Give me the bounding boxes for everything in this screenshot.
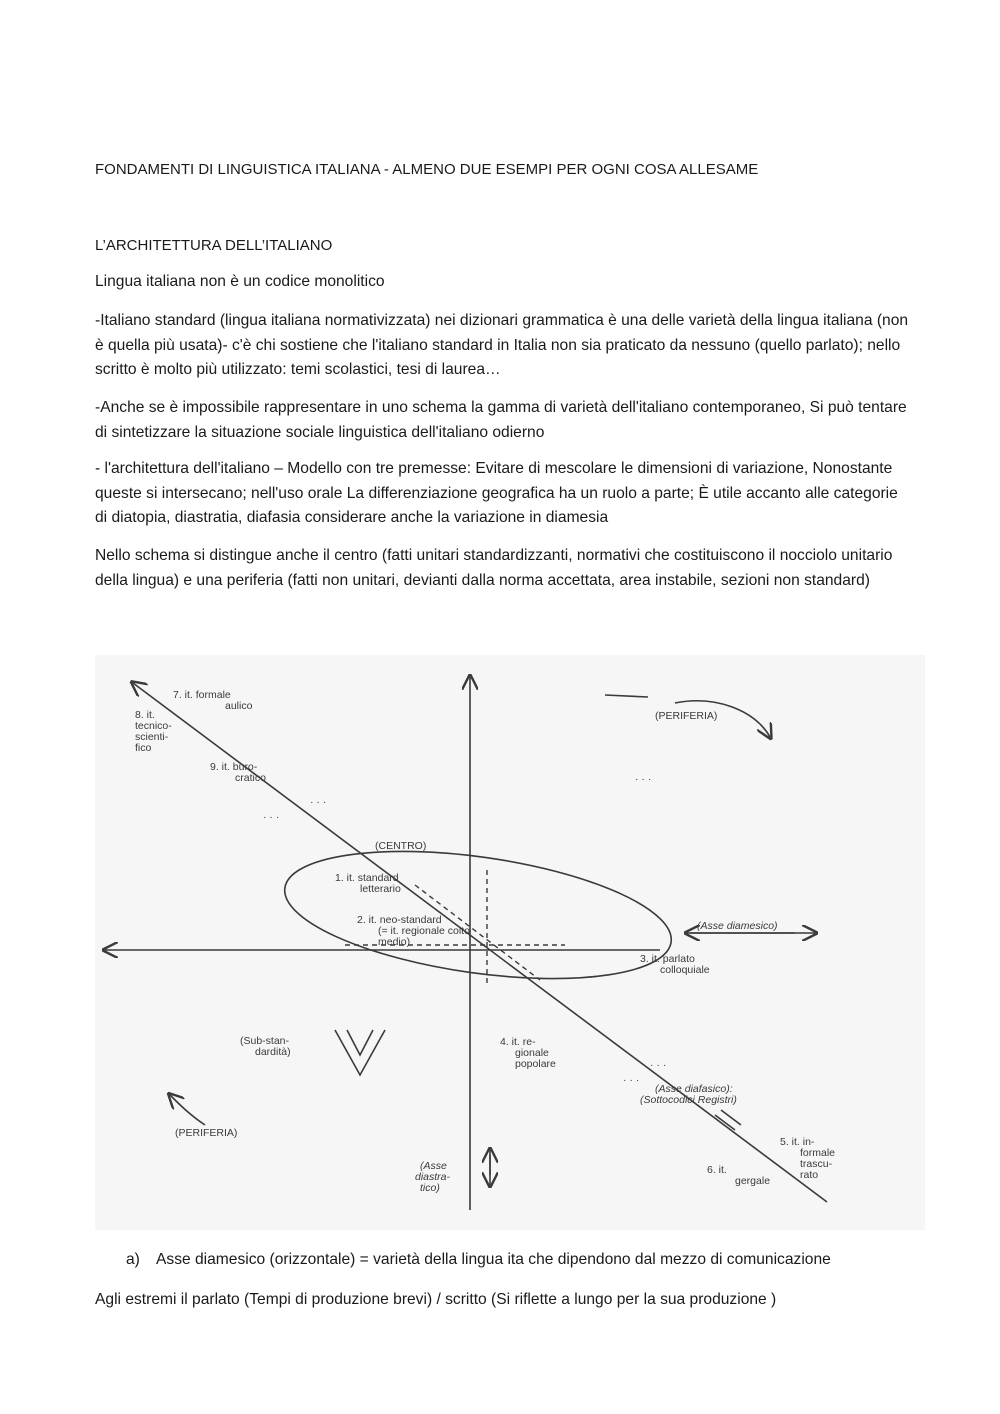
architecture-diagram bbox=[95, 655, 925, 1230]
label-centro: (CENTRO) bbox=[375, 840, 427, 852]
substandard-arrow bbox=[335, 1030, 385, 1075]
label-asse-diastratico: (Asse bbox=[420, 1160, 447, 1172]
label-6: 6. it. bbox=[707, 1164, 727, 1176]
label-2b: (= it. regionale colto bbox=[378, 925, 470, 937]
paragraph: -Italiano standard (lingua italiana normativizzata) nei dizionari grammatica è una delle varietà della lingua italiana (non è quella più usata)- c'è chi sostiene che l'italiano standard in Italia non sia praticato da nessuno (quello parlato); nello scritto è molto più utilizzato: temi scolastici, tesi di laurea… bbox=[95, 312, 909, 378]
label-1b: letterario bbox=[360, 883, 401, 895]
document-title: FONDAMENTI DI LINGUISTICA ITALIANA - ALMENO DUE ESEMPI PER OGNI COSA ALLESAME bbox=[95, 161, 759, 178]
label-4c: popolare bbox=[515, 1058, 556, 1070]
ellipsis-1: · · · bbox=[263, 811, 280, 823]
label-4b: gionale bbox=[515, 1047, 549, 1059]
periferia-top-arrow-tail bbox=[605, 695, 648, 697]
label-7b: aulico bbox=[225, 700, 253, 712]
label-1: 1. it. standard bbox=[335, 872, 399, 884]
paragraph: Agli estremi il parlato (Tempi di produzione brevi) / scritto (Si riflette a lungo per la sua produzione ) bbox=[95, 1291, 777, 1308]
section-heading: L’ARCHITETTURA DELL’ITALIANO bbox=[95, 237, 333, 254]
label-6b: gergale bbox=[735, 1175, 771, 1187]
label-3b: colloquiale bbox=[660, 964, 710, 976]
label-periferia-top: (PERIFERIA) bbox=[655, 710, 718, 722]
label-9b: cratico bbox=[235, 772, 266, 784]
paragraph: - l'architettura dell'italiano – Modello con tre premesse: Evitare di mescolare le dimensioni di variazione, Nonostante queste si intersecano; nell'uso orale La differenziazione geografica ha un ruolo a parte; È utile accanto alle categorie di diatopia, diastratia, diafasia considerare anche la variazione in diamesia bbox=[95, 460, 898, 526]
label-4: 4. it. re- bbox=[500, 1036, 536, 1048]
label-7: 7. it. formale bbox=[173, 689, 231, 701]
periferia-bottom-arrow bbox=[170, 1095, 205, 1125]
label-2c: medio) bbox=[378, 936, 411, 948]
label-substandard-b: dardità) bbox=[255, 1046, 291, 1058]
ellipsis-4: · · · bbox=[650, 1059, 667, 1071]
label-8d: fico bbox=[135, 742, 152, 754]
paragraph: -Anche se è impossibile rappresentare in uno schema la gamma di varietà dell'italiano contemporaneo, Si può tentare di sintetizzare la situazione sociale linguistica dell'italiano odierno bbox=[95, 399, 907, 441]
label-8b: tecnico- bbox=[135, 720, 172, 732]
label-5c: trascu- bbox=[800, 1158, 833, 1170]
list-marker: a) bbox=[126, 1251, 140, 1268]
label-2: 2. it. neo-standard bbox=[357, 914, 442, 926]
ellipsis-5: · · · bbox=[623, 1074, 640, 1086]
ellipsis-2: · · · bbox=[310, 796, 327, 808]
list-item-text: Asse diamesico (orizzontale) = varietà della lingua ita che dipendono dal mezzo di comunicazione bbox=[156, 1251, 831, 1268]
label-periferia-bottom: (PERIFERIA) bbox=[175, 1127, 238, 1139]
label-asse-diafasico: (Asse diafasico): bbox=[655, 1083, 733, 1095]
paragraph: Nello schema si distingue anche il centro (fatti unitari standardizzanti, normativi che costituiscono il nocciolo unitario della lingua) e una periferia (fatti non unitari, devianti dalla norma accettata, area instabile, sezioni non standard) bbox=[95, 547, 893, 589]
diagram-svg bbox=[95, 655, 925, 1230]
label-asse-diafasico-b: (Sottocodici Registri) bbox=[640, 1094, 737, 1106]
label-asse-diastratico-b: diastra- bbox=[415, 1171, 451, 1183]
label-5: 5. it. in- bbox=[780, 1136, 815, 1148]
label-asse-diamesico: (Asse diamesico) bbox=[697, 920, 778, 932]
label-9: 9. it. buro- bbox=[210, 761, 258, 773]
label-substandard: (Sub-stan- bbox=[240, 1035, 290, 1047]
label-asse-diastratico-c: tico) bbox=[420, 1182, 440, 1194]
paragraph: Lingua italiana non è un codice monolitico bbox=[95, 273, 385, 290]
list-item bbox=[126, 1248, 941, 1273]
label-5d: rato bbox=[800, 1169, 819, 1181]
label-8c: scienti- bbox=[135, 731, 169, 743]
centro-ellipse bbox=[277, 830, 679, 999]
label-8: 8. it. bbox=[135, 709, 155, 721]
label-3: 3. it. parlato bbox=[640, 953, 695, 965]
label-5b: formale bbox=[800, 1147, 836, 1159]
ellipsis-3: · · · bbox=[635, 773, 652, 785]
